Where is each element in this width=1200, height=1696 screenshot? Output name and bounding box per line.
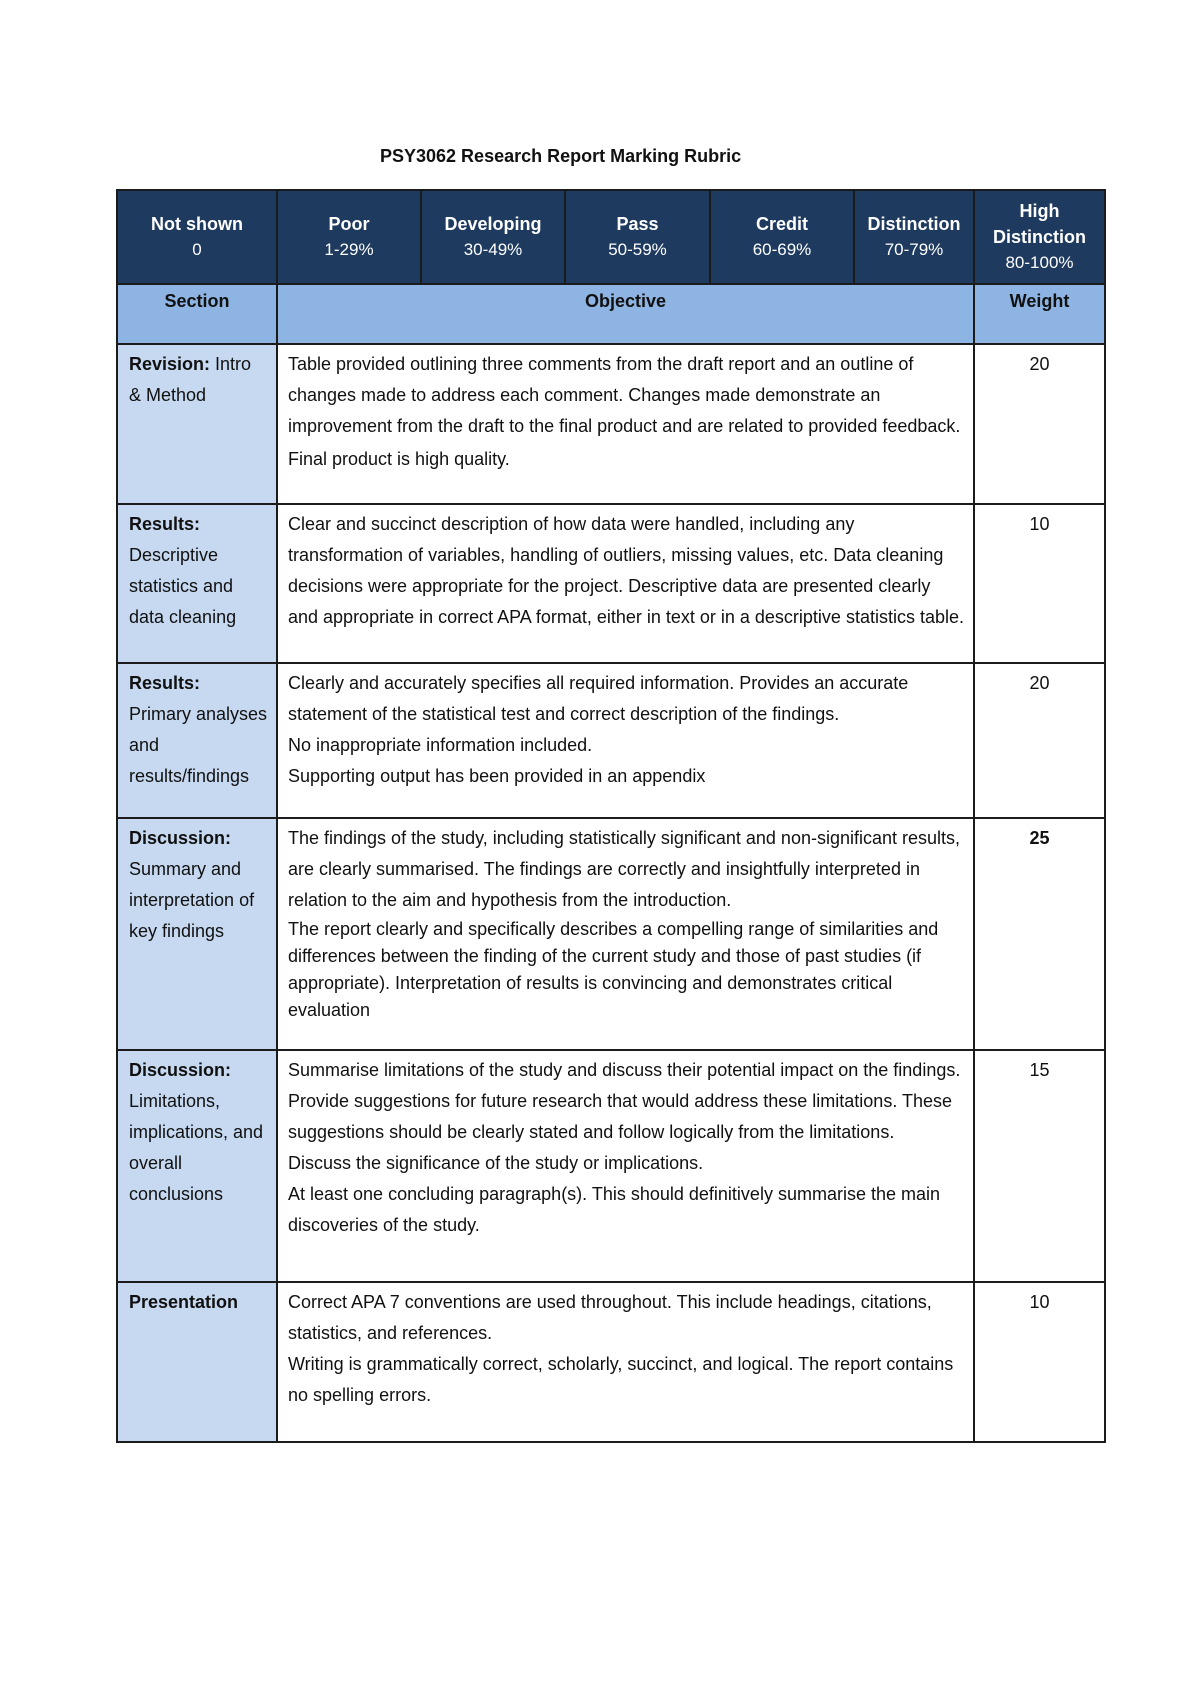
grade-range: 60-69% xyxy=(752,240,812,259)
rubric-row xyxy=(117,344,1105,504)
objective-header: Objective xyxy=(277,284,974,344)
objective-text: No inappropriate information included. xyxy=(288,735,593,755)
grade-band xyxy=(854,190,974,284)
section-subtitle: Descriptive statistics and data cleaning xyxy=(129,545,237,627)
weight-cell: 20 xyxy=(974,663,1105,818)
grade-label: Not shown xyxy=(151,214,243,234)
rubric-row xyxy=(117,1282,1105,1442)
grade-band xyxy=(277,190,421,284)
objective-text: The report clearly and specifically describes a compelling range of similarities and differences between the finding of the current study and those of past studies (if appropriate). Interpretation of results is convincing and demonstrates critical evaluation xyxy=(288,919,939,1020)
section-cell xyxy=(117,1050,277,1282)
objective-text: Summarise limitations of the study and discuss their potential impact on the findings. Provide suggestions for future research that would address these limitations. These suggestions should be clearly stated and follow logically from the limitations. xyxy=(288,1060,961,1142)
grade-band xyxy=(974,190,1105,284)
objective-text: Clearly and accurately specifies all required information. Provides an accurate statement of the statistical test and correct description of the findings. xyxy=(288,673,909,724)
objective-text: Clear and succinct description of how data were handled, including any transformation of variables, handling of outliers, missing values, etc. Data cleaning decisions were appropriate for the project. Descriptive data are presented clearly and appropriate in correct APA format, either in text or in a descriptive statistics table. xyxy=(288,514,964,627)
grade-range: 70-79% xyxy=(884,240,944,259)
grade-band xyxy=(117,190,277,284)
objective-text: Final product is high quality. xyxy=(288,449,510,469)
grade-label: Developing xyxy=(444,214,542,234)
objective-text: Writing is grammatically correct, scholarly, succinct, and logical. The report contains no spelling errors. xyxy=(288,1354,954,1405)
grade-range: 50-59% xyxy=(608,240,667,259)
section-cell xyxy=(117,818,277,1050)
section-subtitle: Primary analyses and results/findings xyxy=(129,704,268,786)
grade-label: Distinction xyxy=(867,214,961,234)
objective-text: Discuss the significance of the study or implications. xyxy=(288,1153,704,1173)
objective-text: At least one concluding paragraph(s). This should definitively summarise the main discoveries of the study. xyxy=(288,1184,940,1235)
grade-band xyxy=(565,190,710,284)
section-subtitle: Limitations, implications, and overall conclusions xyxy=(129,1091,264,1204)
section-header: Section xyxy=(117,284,277,344)
section-title: Discussion: xyxy=(129,1060,232,1080)
section-cell xyxy=(117,1282,277,1442)
weight-cell: 10 xyxy=(974,1282,1105,1442)
rubric-row xyxy=(117,1050,1105,1282)
objective-text: Supporting output has been provided in an appendix xyxy=(288,766,706,786)
document-title: PSY3062 Research Report Marking Rubric xyxy=(380,146,742,166)
section-subtitle: Summary and interpretation of key findings xyxy=(129,859,255,941)
grade-range: 0 xyxy=(192,240,202,259)
weight-cell: 25 xyxy=(974,818,1105,1050)
section-title: Results: xyxy=(129,673,201,693)
rubric-row xyxy=(117,504,1105,663)
weight-cell: 10 xyxy=(974,504,1105,663)
rubric-row xyxy=(117,818,1105,1050)
grade-range: 30-49% xyxy=(463,240,523,259)
objective-cell xyxy=(277,344,974,504)
marking-rubric-table xyxy=(116,189,1106,1443)
objective-cell xyxy=(277,1050,974,1282)
grade-range: 80-100% xyxy=(1005,253,1074,272)
grade-label: Poor xyxy=(328,214,370,234)
section-cell xyxy=(117,504,277,663)
column-header-row xyxy=(117,284,1105,344)
grade-band xyxy=(421,190,565,284)
section-title: Results: xyxy=(129,514,201,534)
objective-cell xyxy=(277,504,974,663)
weight-header: Weight xyxy=(974,284,1105,344)
section-cell xyxy=(117,663,277,818)
objective-text: Correct APA 7 conventions are used throughout. This include headings, citations, statistics, and references. xyxy=(288,1292,932,1343)
grade-band-row xyxy=(117,190,1105,284)
objective-cell xyxy=(277,818,974,1050)
section-cell xyxy=(117,344,277,504)
rubric-row xyxy=(117,663,1105,818)
objective-text: Table provided outlining three comments from the draft report and an outline of changes made to address each comment. Changes made demonstrate an improvement from the draft to the final product and are related to provided feedback. xyxy=(288,354,961,436)
section-subtitle: Intro & Method xyxy=(129,354,252,405)
objective-cell xyxy=(277,663,974,818)
weight-cell: 15 xyxy=(974,1050,1105,1282)
section-title: Presentation xyxy=(129,1292,239,1312)
grade-label: Credit xyxy=(755,214,808,234)
grade-label: Pass xyxy=(616,214,659,234)
grade-range: 1-29% xyxy=(324,240,374,259)
objective-cell xyxy=(277,1282,974,1442)
grade-label: High Distinction xyxy=(993,201,1086,247)
weight-cell: 20 xyxy=(974,344,1105,504)
objective-text: The findings of the study, including statistically significant and non-significant results, are clearly summarised. The findings are correctly and insightfully interpreted in relation to the aim and hypothesis from the introduction. xyxy=(288,828,961,910)
section-title: Discussion: xyxy=(129,828,232,848)
section-title: Revision: xyxy=(129,354,211,374)
grade-band xyxy=(710,190,854,284)
